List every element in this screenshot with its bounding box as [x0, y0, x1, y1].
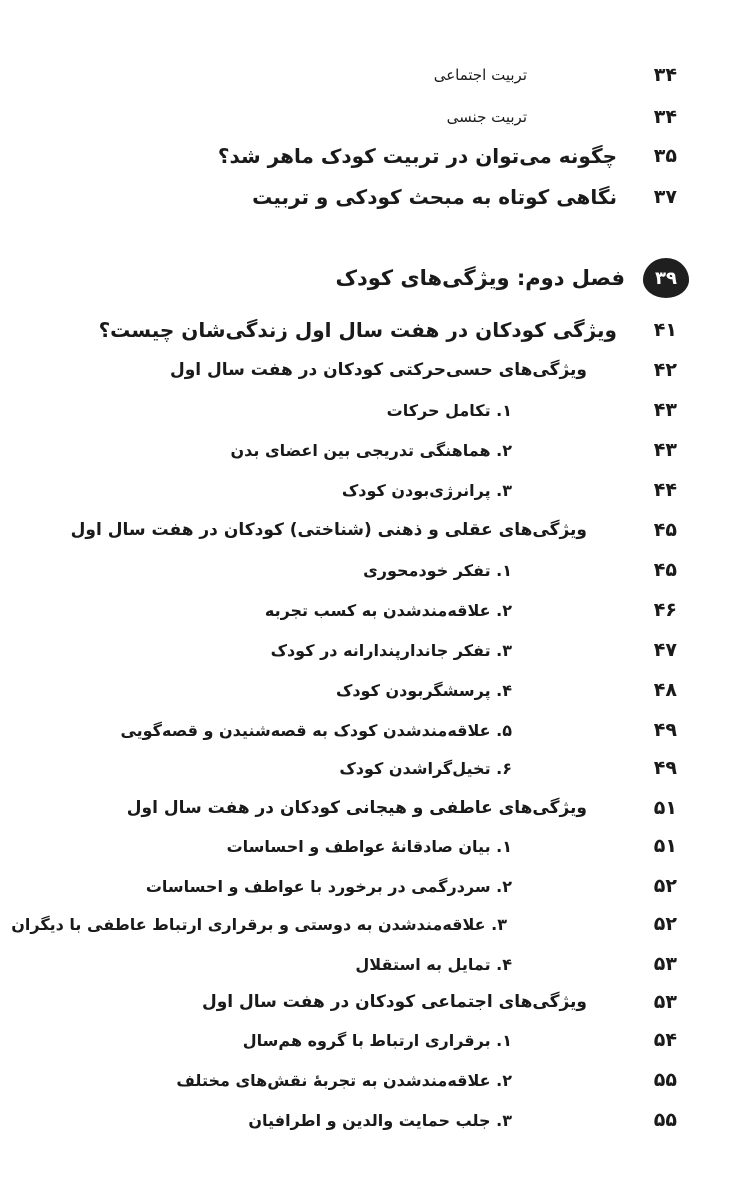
toc-page-number: ۴۱ [653, 319, 677, 341]
toc-entry-title: ۱. تکامل حرکات [386, 400, 512, 420]
toc-page-number: ۳۵ [653, 145, 677, 167]
toc-page-number: ۵۳ [653, 991, 677, 1013]
toc-entry [20, 390, 677, 430]
toc-page-number: ۴۳ [653, 399, 677, 421]
toc-entry [20, 590, 677, 630]
toc-entry-title: تربیت اجتماعی [433, 66, 527, 84]
toc-entry [20, 748, 677, 788]
toc-entry [20, 826, 677, 866]
toc-entry-title: ۱. تفکر خودمحوری [363, 560, 512, 580]
chapter-title: فصل دوم: ویژگی‌های کودک [335, 266, 625, 290]
toc-entry-title: ویژگی‌های عقلی و ذهنی (شناختی) کودکان در هفت سال اول [70, 520, 587, 540]
toc-page-number: ۵۱ [653, 835, 677, 857]
toc-entry [20, 982, 677, 1022]
toc-page-number: ۴۶ [653, 599, 677, 621]
toc-page-number: ۴۵ [653, 559, 677, 581]
toc-page-number: ۴۹ [653, 719, 677, 741]
toc-entry [20, 430, 677, 470]
toc-page-number: ۵۵ [653, 1109, 677, 1131]
toc-entry-title: نگاهی کوتاه به مبحث کودکی و تربیت [252, 185, 617, 209]
chapter-heading [20, 256, 689, 300]
toc-entry [20, 55, 677, 95]
toc-page-number: ۳۴ [653, 64, 677, 86]
toc-entry [20, 177, 677, 217]
toc-page-number: ۵۲ [653, 875, 677, 897]
toc-entry-title: ویژگی کودکان در هفت سال اول زندگی‌شان چیست؟ [98, 318, 617, 342]
toc-entry-title: ۲. علاقه‌مندشدن به تجربهٔ نقش‌های مختلف [176, 1070, 512, 1090]
toc-entry-title: ۲. سردرگمی در برخورد با عواطف و احساسات [145, 876, 512, 896]
toc-page-number: ۴۹ [653, 757, 677, 779]
toc-entry-title: ۵. علاقه‌مندشدن کودک به قصه‌شنیدن و قصه‌گویی [120, 720, 512, 740]
toc-entry-title: ویژگی‌های حسی‌حرکتی کودکان در هفت سال اول [169, 360, 587, 380]
toc-page-number: ۵۳ [653, 953, 677, 975]
toc-entry-title: ۳. علاقه‌مندشدن به دوستی و برقراری ارتباط عاطفی با دیگران [11, 914, 507, 934]
toc-entry [20, 350, 677, 390]
toc-entry-title: ۴. تمایل به استقلال [355, 954, 512, 974]
toc-entry-title: ویژگی‌های اجتماعی کودکان در هفت سال اول [201, 992, 587, 1012]
toc-entry-title: ۴. پرسشگربودن کودک [335, 680, 512, 700]
toc-entry [20, 670, 677, 710]
toc-page-number: ۴۷ [653, 639, 677, 661]
toc-entry-title: ۳. جلب حمایت والدین و اطرافیان [248, 1110, 512, 1130]
toc-entry [20, 944, 677, 984]
toc-entry-title: ۳. تفکر جاندارپندارانه در کودک [270, 640, 512, 660]
toc-page-number: ۵۱ [653, 797, 677, 819]
toc-entry [20, 510, 677, 550]
toc-entry [20, 550, 677, 590]
toc-page-number: ۴۸ [653, 679, 677, 701]
toc-page-number: ۵۲ [653, 913, 677, 935]
chapter-page-badge: ۳۹ [643, 258, 689, 298]
toc-entry-title: ۱. برقراری ارتباط با گروه هم‌سال [242, 1030, 512, 1050]
toc-page-number: ۵۵ [653, 1069, 677, 1091]
toc-entry [20, 1100, 677, 1140]
toc-entry-title: ۲. هماهنگی تدریجی بین اعضای بدن [230, 440, 512, 460]
toc-entry-title: ۳. پرانرژی‌بودن کودک [341, 480, 512, 500]
toc-page-number: ۵۴ [653, 1029, 677, 1051]
toc-entry [20, 97, 677, 137]
toc-entry [20, 1060, 677, 1100]
toc-entry [20, 710, 677, 750]
toc-entry [20, 470, 677, 510]
toc-entry [20, 630, 677, 670]
toc-entry [20, 136, 677, 176]
toc-entry-title: تربیت جنسی [446, 108, 527, 126]
toc-page-number: ۴۲ [653, 359, 677, 381]
toc-entry [20, 866, 677, 906]
toc-entry-title: ۲. علاقه‌مندشدن به کسب تجربه [264, 600, 512, 620]
toc-entry [11, 904, 677, 944]
toc-page-number: ۳۴ [653, 106, 677, 128]
toc-entry [20, 1020, 677, 1060]
toc-page-number: ۴۵ [653, 519, 677, 541]
toc-page-number: ۴۴ [653, 479, 677, 501]
toc-page-number: ۴۳ [653, 439, 677, 461]
toc-entry-title: ویژگی‌های عاطفی و هیجانی کودکان در هفت سال اول [126, 798, 587, 818]
toc-entry [20, 310, 677, 350]
toc-entry-title: چگونه می‌توان در تربیت کودک ماهر شد؟ [217, 144, 617, 168]
toc-entry-title: ۶. تخیل‌گراشدن کودک [339, 758, 512, 778]
toc-page-number: ۳۷ [653, 186, 677, 208]
toc-entry [20, 788, 677, 828]
toc-entry-title: ۱. بیان صادقانهٔ عواطف و احساسات [226, 836, 512, 856]
